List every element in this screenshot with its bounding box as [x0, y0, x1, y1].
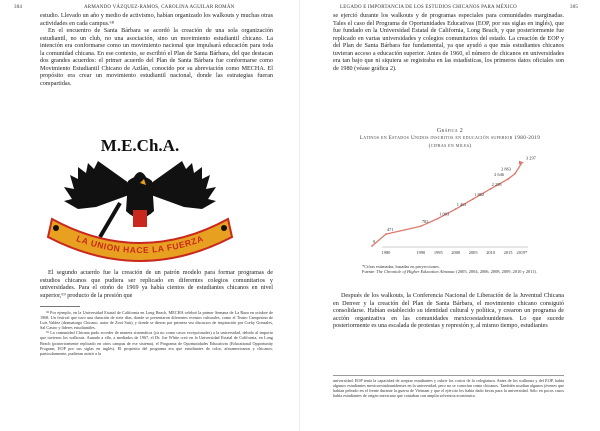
left-page-number: 304: [14, 5, 23, 10]
footnote-rule: [40, 306, 80, 307]
x-tick-label: 2000: [451, 250, 461, 255]
data-point: [420, 225, 422, 227]
data-point: [507, 178, 509, 180]
x-tick-label: 2019*: [516, 250, 528, 255]
left-running-title: ARMANDO VÁZQUEZ-RAMOS, CAROLINA AGUILAR ROMÁN: [84, 5, 235, 10]
x-tick-label: 1995: [433, 250, 443, 255]
left-footnotes: [40, 310, 273, 356]
chart-notes: [362, 264, 567, 275]
logo-title: M.E.Ch.A.: [100, 136, 180, 155]
left-bottom-text: [40, 270, 273, 300]
chart-subtitle: Latinos en Estados Unidos inscritos en educación superior 1980-2019: [359, 135, 541, 141]
data-label: 2 863: [501, 166, 512, 172]
paragraph: El segundo acuerdo fue la creación de un patrón modelo para formar programas de estudios chicanos que pudiera ser replicado en diferentes colegios comunitarios y universidades. Para el otoño de 1969 ya había cientos de estudiantes chicanos en nivel superior,⁶⁹ producto de la presión que: [40, 270, 273, 299]
x-tick-label: 2005: [468, 250, 478, 255]
paragraph: Después de los walkouts, la Conferencia Nacional de Liberación de la Juventud Chicana en Denver y la creación del Plan de Santa Bárbara, el movimiento chicano consiguió consolidarse. Habían establecido su identidad cultural y política, y crearon un programa de acción organizativa en las comunidades mexicoestadounidenses. Lo que sucede posteriormente es una escalada de protestas y represión y, al mismo tiempo, estudiantes: [333, 293, 564, 330]
data-point: [472, 198, 474, 200]
paragraph: se ejerció durante los walkouts y de programas especiales para comunidades marginadas. Tales el caso del Programa de Oportunidades Educativas (EOP, por sus siglas en inglés), que fue fundado en la Universidad Estatal de California, Long Beach, y que posteriormente fue replicado en varias universidades y colegios comunitarios del estado. La creación de EOP y del Plan de Santa Bárbara fue fundamental, ya que ayudó a que más estudiantes chicanos tuvieran acceso a educación superior. Antes de 1960, el número de chicanos en universidades era tan bajo que ni siquiera se registraba en las estadísticas, los primeros datos oficiales son de 1980 (véase gráfica 2).: [333, 13, 564, 72]
data-point: [371, 245, 373, 247]
right-footnote: [333, 378, 564, 398]
data-label: 1 461: [456, 202, 467, 208]
paragraph: estudio. Llevado un año y medio de activismo, habían organizado los walkouts y muchas otras actividades en cada campus.⁶⁸: [40, 13, 273, 27]
chart-note: *Cifras estimadas, basadas en proyecciones.: [362, 264, 440, 269]
data-label: 0: [373, 239, 376, 244]
chart-source: Fuente: The Chronicle of Higher Education Almanac (2005, 2004, 2006, 2008, 2009, 2010 y 2011).: [362, 269, 537, 275]
mecha-logo: [36, 133, 244, 267]
x-tick-label: 1990: [416, 250, 426, 255]
chart-title: Gráfica 2: [436, 128, 464, 134]
footnote: universidad. EOP tenía la capacidad de aceptar estudiantes y cubrir los costos de la colegiatura. Antes de los walkouts y del EOP, había algunos estudiantes mexicoestadounidenses en la universidad, pero no se conocían como chicanos. También acudían algunos jóvenes que habían peleado en el frente durante la guerra de Vietnam y que el ejército les había dado becas para la universidad. Sólo en pocos casos había estudiantes de origen mexicano que contaban con amplia solvencia económica.: [333, 378, 564, 399]
data-point: [437, 217, 439, 219]
data-label: 3 297: [526, 155, 536, 161]
data-label: 471: [386, 227, 394, 233]
data-point: [514, 173, 516, 175]
right-page-number: 305: [570, 5, 579, 10]
data-point: [385, 233, 387, 235]
macuahuitl: [100, 203, 120, 237]
data-label: 2 646: [494, 172, 505, 178]
data-label: 1 862: [474, 191, 485, 197]
data-label: 782: [421, 219, 429, 225]
line-chart: [300, 0, 600, 431]
data-point: [490, 188, 492, 190]
data-label: 2 259: [491, 181, 502, 187]
data-label: 1 093: [439, 211, 450, 217]
footnote: ⁶⁹ La comunidad Chicana pudo acceder de manera sistemática (ya no como casos excepcionales) a la universidad, debido al impacto que tuvieron los walkouts. Aunado a ello, a mediados de 1967, el Dr. Joe White creó en la Universidad Estatal de California, en Long Beach (posteriormente replicado en otros campus de ese sistema), el Programa de Oportunidades Educativas (Educational Opportunity Program, EOP por sus siglas en inglés). El propósito del programa era que estudiantes de color, afroamericanos y chicanos, particularmente, pudieran asistir a la: [40, 330, 273, 356]
paragraph: En el encuentro de Santa Bárbara se acordó la creación de una sola organización estudiantil, no un club, no una asociación, sino un movimiento estudiantil chicano. La intención era conformarse como un movimiento nacional que impulsará educación para toda la comunidad chicana. En ese contexto, se escribió el Plan de Santa Bárbara, del que destacan dos grandes acuerdos: el primer acuerdo del Plan de Santa Bárbara fue conformarse como Movimiento Estudiantil Chicano de Aztlán, conocido por su abreviación como MECHA. El propósito era crear un movimiento estudiantil nacional, donde las estrategias fueran compartidas.: [40, 28, 273, 87]
dynamite-stick: [133, 209, 147, 227]
x-tick-label: 1980: [381, 250, 391, 255]
chart-units: (cifras en miles): [428, 143, 472, 149]
x-tick-label: 2010: [486, 250, 495, 255]
footnote: ⁶⁸ Por ejemplo, en la Universidad Estatal de California en Long Beach, MECHA celebró la primer Semana de La Raza en octubre de 1968. Un festival que tuvo una duración de siete días, donde se presentaron diferentes eventos culturales, como el Teatro Campesino de Luis Valdez (dramaturgo Chicano, autor de Zoot Suit), y donde se dieron por primera vez discursos de inspiración por Corky Gonzales, Sal Castro y líderes estudiantiles.: [40, 310, 273, 331]
right-bottom-text: [333, 293, 564, 331]
right-page: [300, 0, 600, 431]
chart-area: [300, 0, 600, 431]
x-tick-label: 2015: [503, 250, 513, 255]
data-point: [455, 208, 457, 210]
right-running-title: LEGADO E IMPORTANCIA DE LOS ESTUDIOS CHICANOS PARA MÉXICO: [340, 5, 517, 10]
left-top-text: [40, 13, 273, 88]
logo-motto: LA UNION HACE LA FUERZA: [75, 233, 205, 256]
